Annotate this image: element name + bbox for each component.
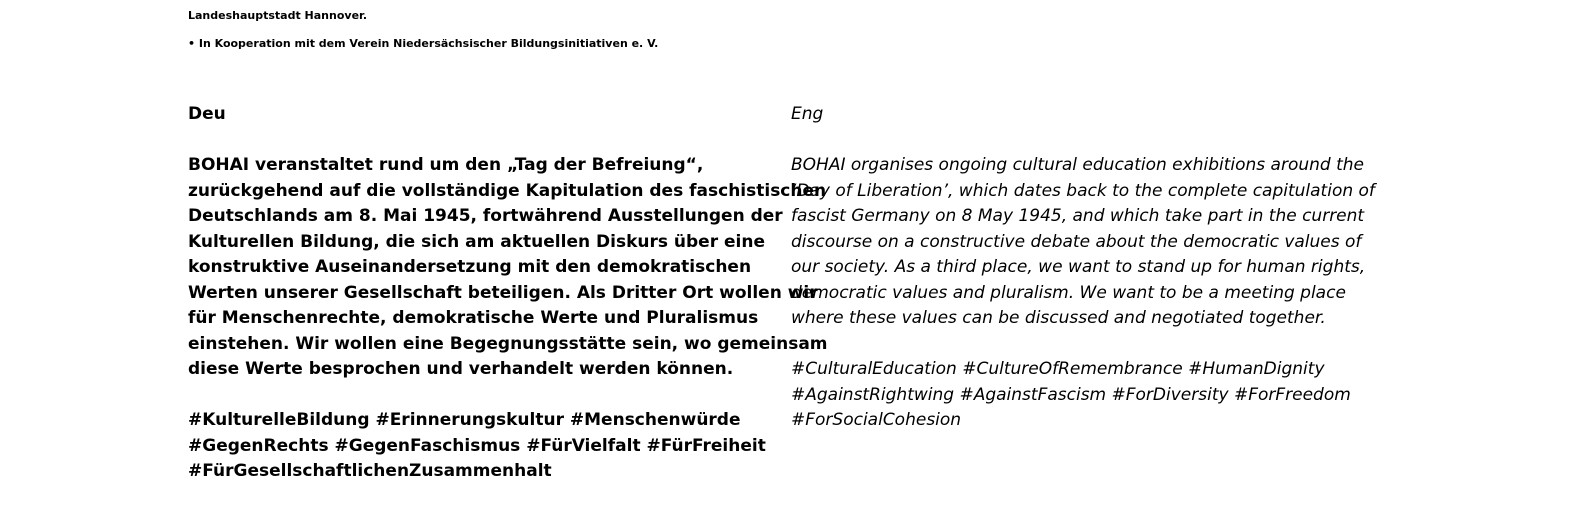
german-hashtag-line: #GegenRechts #GegenFaschismus #FürVielfalt #FürFreiheit	[188, 435, 766, 456]
english-heading: Eng	[791, 104, 824, 124]
german-body-line: Kulturellen Bildung, die sich am aktuellen Diskurs über eine	[188, 231, 765, 252]
german-hashtag-line: #FürGesellschaftlichenZusammenhalt	[188, 461, 552, 481]
english-body-line: democratic values and pluralism. We want to be a meeting place	[791, 282, 1346, 303]
english-body	[791, 153, 1375, 332]
english-column	[791, 102, 1375, 459]
english-hashtag-line: #AgainstRightwing #AgainstFascism #ForDiversity #ForFreedom	[791, 384, 1351, 405]
english-body-line: discourse on a constructive debate about the democratic values of	[791, 231, 1362, 252]
german-body-line: Werten unserer Gesellschaft beteiligen. Als Dritter Ort wollen wir	[188, 282, 818, 303]
german-hashtag-line: #KulturelleBildung #Erinnerungskultur #Menschenwürde	[188, 410, 741, 430]
german-body-line: konstruktive Auseinandersetzung mit den demokratischen	[188, 257, 752, 277]
english-body-line: our society. As a third place, we want to stand up for human rights,	[791, 257, 1366, 277]
german-body-line: für Menschenrechte, demokratische Werte und Pluralismus	[188, 308, 759, 328]
german-body-line: zurückgehend auf die vollständige Kapitulation des faschistischen	[188, 180, 827, 201]
german-body-line: diese Werte besprochen und verhandelt werden können.	[188, 359, 734, 379]
english-hashtag-line: #ForSocialCohesion	[791, 410, 962, 430]
english-hashtags	[791, 357, 1366, 434]
german-body	[188, 153, 828, 383]
english-body-line: fascist Germany on 8 May 1945, and which take part in the current	[791, 206, 1365, 226]
german-hashtags	[188, 408, 773, 485]
german-heading: Deu	[188, 104, 226, 124]
german-body-line: einstehen. Wir wollen eine Begegnungsstätte sein, wo gemeinsam	[188, 333, 828, 354]
english-body-line: ‘Day of Liberation’, which dates back to the complete capitulation of	[791, 180, 1375, 201]
german-body-line: Deutschlands am 8. Mai 1945, fortwährend Ausstellungen der	[188, 206, 783, 226]
header-line-cooperation: • In Kooperation mit dem Verein Niedersächsischer Bildungsinitiativen e. V.	[188, 37, 659, 50]
german-body-line: BOHAI veranstaltet rund um den „Tag der Befreiung“,	[188, 155, 704, 175]
header-line-city: Landeshauptstadt Hannover.	[188, 9, 368, 22]
english-hashtag-line: #CulturalEducation #CultureOfRemembrance #HumanDignity	[791, 359, 1325, 379]
english-body-line: where these values can be discussed and negotiated together.	[791, 308, 1326, 328]
english-body-line: BOHAI organises ongoing cultural education exhibitions around the	[791, 155, 1364, 175]
